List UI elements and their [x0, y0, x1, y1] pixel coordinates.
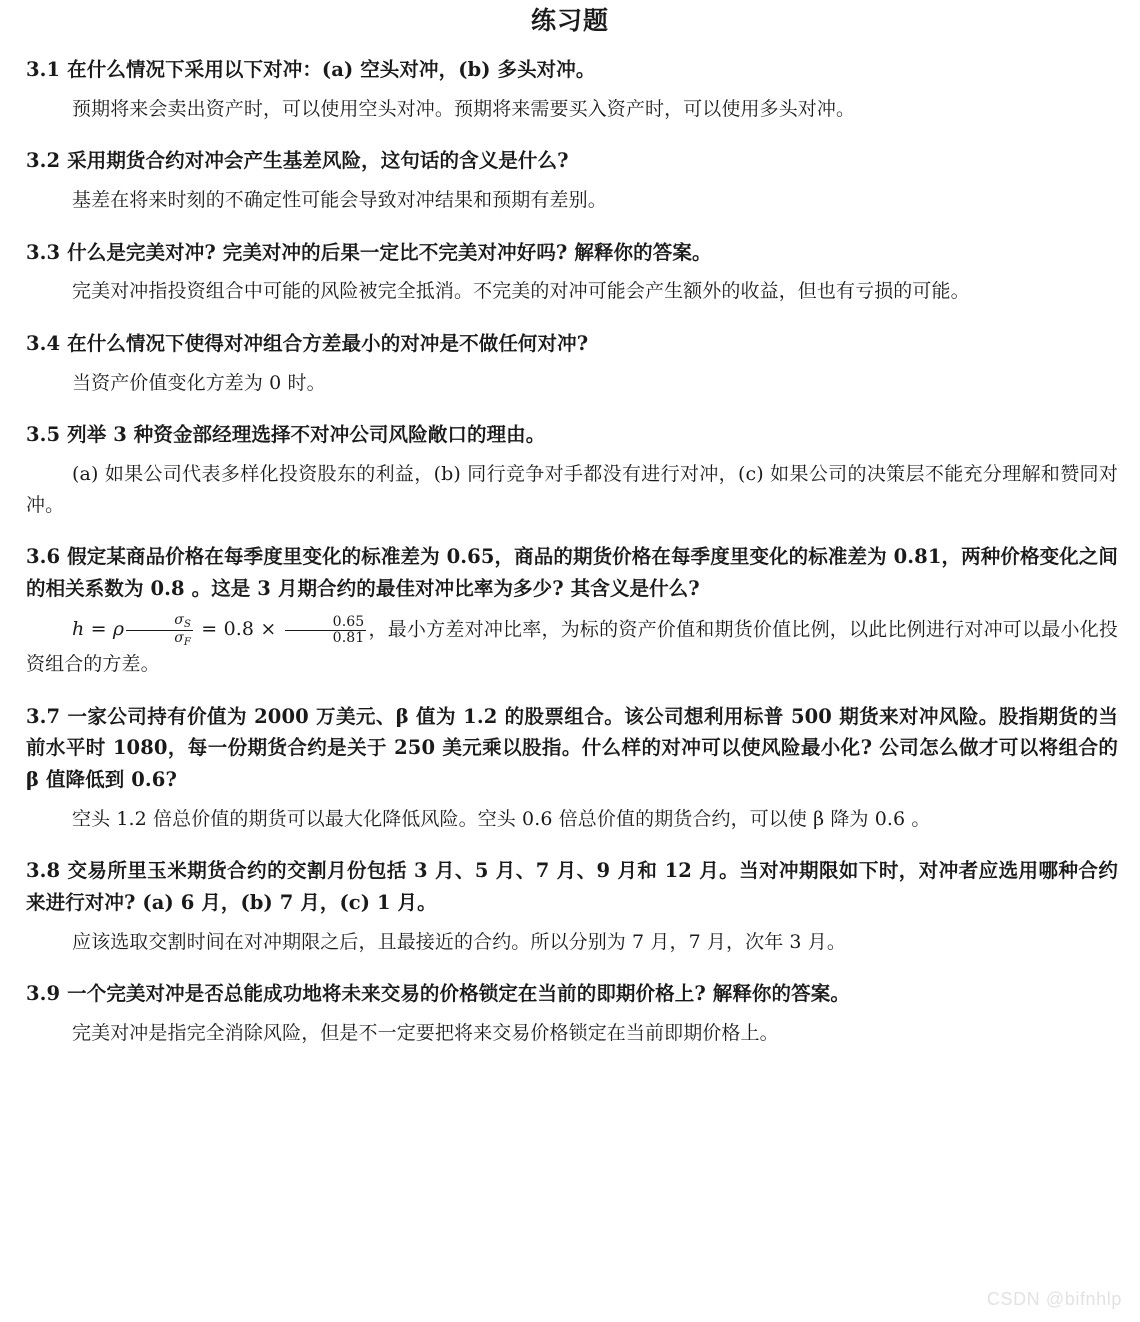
- formula-value: 0.8: [223, 618, 255, 641]
- answer-text-with-formula: [26, 613, 1118, 680]
- answer-tail-text: ，最小方差对冲比率，为标的资产价值和期货价值比例，以此比例进行对冲可以最小化投资组合的方差。: [26, 618, 1119, 676]
- question-text: 3.1 在什么情况下采用以下对冲：(a) 空头对冲，(b) 多头对冲。: [26, 58, 596, 81]
- exercise-item-3-4: [26, 328, 1118, 398]
- question-text: 3.4 在什么情况下使得对冲组合方差最小的对冲是不做任何对冲?: [26, 332, 589, 356]
- formula-rho: ρ: [112, 618, 125, 641]
- formula-ratio-fraction: [285, 615, 367, 646]
- csdn-watermark: CSDN @bifnhlp: [986, 1289, 1122, 1309]
- spacer: [26, 796, 1118, 804]
- formula-sigma-fraction: [126, 613, 193, 650]
- spacer: [26, 360, 1118, 368]
- sigma-symbol: σ: [174, 611, 184, 628]
- spacer: [26, 960, 1118, 978]
- sigma-s-subscript: S: [183, 618, 191, 630]
- exercise-item-3-9: [26, 978, 1118, 1048]
- answer-text: 基差在将来时刻的不确定性可能会导致对冲结果和预期有差别。: [72, 188, 607, 211]
- document-page: [0, 6, 1140, 1322]
- exercise-item-3-3: [26, 237, 1118, 307]
- question-text: 3.3 什么是完美对冲? 完美对冲的后果一定比不完美对冲好吗? 解释你的答案。: [26, 240, 712, 264]
- answer-text: 空头 1.2 倍总价值的期货可以最大化降低风险。空头 0.6 倍总价值的期货合约，可以使 β 降为 0.6 。: [72, 807, 931, 830]
- answer-text: (a) 如果公司代表多样化投资股东的利益，(b) 同行竞争对手都没有进行对冲，(c) 如果公司的决策层不能充分理解和赞同对冲。: [26, 462, 1118, 516]
- spacer: [26, 919, 1118, 927]
- spacer: [26, 127, 1118, 145]
- spacer: [26, 1010, 1118, 1018]
- question-text: 3.6 假定某商品价格在每季度里变化的标准差为 0.65，商品的期货价格在每季度里变化的标准差为 0.81，两种价格变化之间的相关系数为 0.8 。这是 3 月期合约的最佳对冲比率为多少? 其含义是什么?: [26, 545, 1118, 601]
- answer-text: 预期将来会卖出资产时，可以使用空头对冲。预期将来需要买入资产时，可以使用多头对冲。: [72, 97, 856, 120]
- formula-sigma-s: [126, 613, 193, 632]
- answer-text: 应该选取交割时间在对冲期限之后，且最接近的合约。所以分别为 7 月，7 月，次年 3 月。: [72, 930, 846, 953]
- spacer: [26, 268, 1118, 276]
- formula-denominator: 0.81: [332, 630, 365, 647]
- exercise-item-3-2: [26, 145, 1118, 215]
- document-body: [0, 54, 1140, 1049]
- question-text: 3.2 采用期货合约对冲会产生基差风险，这句话的含义是什么?: [26, 149, 569, 173]
- formula-numerator: 0.65: [285, 615, 367, 631]
- exercise-item-3-1: [26, 54, 1118, 124]
- formula-sigma-f: [126, 631, 193, 649]
- page-title: 练习题: [530, 6, 609, 35]
- spacer: [26, 451, 1118, 459]
- spacer: [26, 86, 1118, 94]
- formula-times: ×: [260, 618, 277, 641]
- question-text: 3.5 列举 3 种资金部经理选择不对冲公司风险敞口的理由。: [26, 423, 546, 447]
- spacer: [26, 177, 1118, 185]
- spacer: [26, 837, 1118, 855]
- spacer: [26, 310, 1118, 328]
- hedge-ratio-formula: [72, 611, 368, 649]
- answer-text: 完美对冲指投资组合中可能的风险被完全抵消。不完美的对冲可能会产生额外的收益，但也有亏损的可能。: [72, 280, 970, 303]
- spacer: [26, 219, 1118, 237]
- spacer: [26, 523, 1118, 541]
- spacer: [26, 401, 1118, 419]
- exercise-item-3-6: [26, 541, 1118, 679]
- question-text: 3.7 一家公司持有价值为 2000 万美元、β 值为 1.2 的股票组合。该公司想利用标普 500 期货来对冲风险。股指期货的当前水平时 1080，每一份期货合约是关于 250 美元乘以股指。什么样的对冲可以使风险最小化? 公司怎么做才可以将组合的 β 值降低到 0.6?: [26, 704, 1118, 792]
- answer-text: 当资产价值变化方差为 0 时。: [72, 371, 326, 394]
- spacer: [26, 683, 1118, 701]
- formula-h: h: [72, 618, 85, 641]
- formula-equals: =: [90, 618, 107, 641]
- exercise-item-3-7: [26, 701, 1118, 835]
- question-text: 3.8 交易所里玉米期货合约的交割月份包括 3 月、5 月、7 月、9 月和 12 月。当对冲期限如下时，对冲者应选用哪种合约来进行对冲? (a) 6 月，(b) 7 月，(c) 1 月。: [26, 859, 1118, 914]
- sigma-symbol: σ: [174, 630, 184, 647]
- sigma-f-subscript: F: [183, 637, 192, 649]
- question-text: 3.9 一个完美对冲是否总能成功地将未来交易的价格锁定在当前的即期价格上? 解释你的答案。: [26, 982, 850, 1006]
- exercise-item-3-5: [26, 419, 1118, 520]
- spacer: [26, 605, 1118, 613]
- exercise-item-3-8: [26, 855, 1118, 957]
- formula-equals-2: =: [201, 618, 218, 641]
- answer-text: 完美对冲是指完全消除风险，但是不一定要把将来交易价格锁定在当前即期价格上。: [72, 1021, 779, 1044]
